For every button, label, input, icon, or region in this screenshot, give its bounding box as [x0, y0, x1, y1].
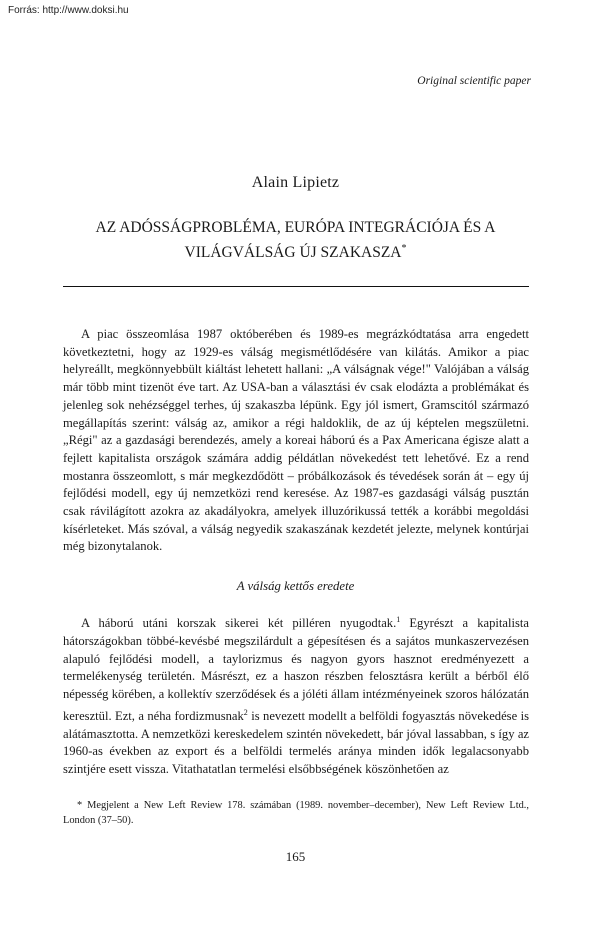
paragraph-2-text	[63, 611, 529, 779]
source-url: Forrás: http://www.doksi.hu	[8, 5, 129, 16]
paragraph-2-part-3: is nevezett modellt a belföldi fogyasztás növekedése is alátámasztotta. A nemzetközi kereskedelem szintén növekedett, bár jóval lassabban, s így az 1960-as években az export és a belföldi termelés aránya minden idők legalacsonyabb szintjére esett vissza. Vitathatatlan termelési elsőbbségének köszönhetően az	[63, 708, 529, 776]
section-heading: A válság kettős eredete	[236, 579, 355, 593]
paragraph-2-part-2: Egyrészt a kapitalista hátországokban többé-kevésbé megszilárdult a gépesítésen és a sajátos munkaszervezésen alapuló fejlődési modell, a taylorizmus és nagyon gyors hasznot eredményezett a termelékenység területén. Másrészt, ez a haszon részben felosztásra került a bérből élő népesség körében, a kollektív szerződések és a jóléti állam intézményeinek szoros hálózatán keresztül. Ezt, a néha fordizmusnak	[63, 616, 529, 723]
footnote-ref-1: 1	[396, 615, 401, 624]
author-name: Alain Lipietz	[251, 174, 340, 191]
footnote-ref-2: 2	[243, 707, 248, 717]
title-divider	[63, 286, 529, 287]
page-number: 165	[285, 849, 306, 864]
article-title-text: AZ ADÓSSÁGPROBLÉMA, EURÓPA INTEGRÁCIÓJA ÉS A VILÁGVÁLSÁG ÚJ SZAKASZA	[95, 219, 496, 262]
paragraph-1	[63, 326, 529, 556]
title-footnote-mark: *	[401, 243, 407, 254]
article-title	[60, 217, 531, 263]
footnote-mark: *	[77, 800, 83, 811]
paragraph-2-part-1: A háború utáni korszak sikerei két pilléren nyugodtak.	[81, 616, 397, 631]
paragraph-1-text: A piac összeomlása 1987 októberében és 1989-es megrázkódtatása arra engedett következtetni, hogy az 1929-es válság megismétlődésére van kilátás. Amikor a piac helyreállt, megkönnyebbült kiáltást lehetett hallani: „A válságnak vége!" Valójában a válság már több mint tizenöt éve tart. Az USA-ban a választási év csak elodázta a problémákat és jelenleg sok nehézséggel terhes, új szakaszba lépünk. Egy jól ismert, Gramscitól származó megállapítás szerint: válság az, amikor a régi haldoklik, de az új képtelen megszületni. „Régi" az a gazdasági berendezés, amely a koreai háború és a Pax Americana égisze alatt a fejlett kapitalista országok számára addig példátlan növekedést tett lehetővé. Ez a rend mostanra összeomlott, s már megkezdődött – próbálkozások és tévedések során át – egy új fejlődési modell, egy új nemzetközi rend keresése. Az 1987-es gazdasági válság pusztán csak rávilágított azokra az akadályokra, amelyek illuzórikussá tették a korábbi megoldási kísérleteket. Más szóval, a válság negyedik szakaszának kezdetét jelezte, melynek kontúrjai még bizonytalanok.	[63, 327, 529, 554]
paragraph-2	[63, 611, 529, 779]
paper-type-label: Original scientific paper	[417, 75, 531, 87]
footnote	[63, 799, 529, 828]
footnote-text: Megjelent a New Left Review 178. számában (1989. november–december), New Left Review Ltd., London (37–50).	[63, 800, 529, 826]
